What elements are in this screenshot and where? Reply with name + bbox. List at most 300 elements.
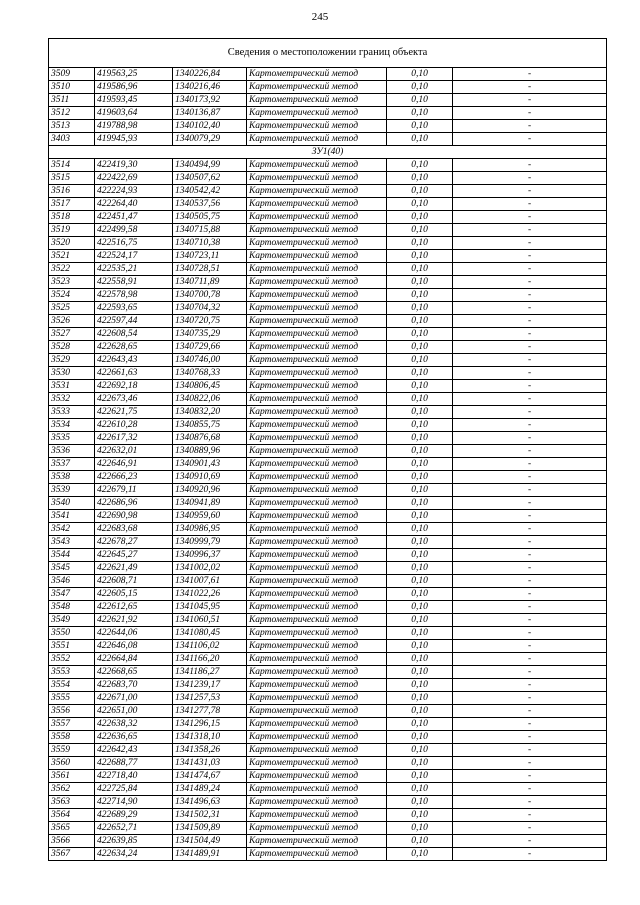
coordinate-x: 422605,15 [95,588,173,601]
accuracy-cell: 0,10 [387,614,453,627]
point-number: 3511 [49,94,95,107]
table-row [49,484,607,497]
table-row [49,809,607,822]
method-cell: Картометрический метод [247,315,387,328]
page-number: 245 [311,11,329,23]
description-cell: - [453,276,607,289]
accuracy-cell: 0,10 [387,354,453,367]
accuracy-cell: 0,10 [387,172,453,185]
coordinate-x: 422646,08 [95,640,173,653]
coordinate-y: 1340746,00 [173,354,247,367]
table-row [49,68,607,81]
point-number: 3525 [49,302,95,315]
method-cell: Картометрический метод [247,393,387,406]
method-cell: Картометрический метод [247,120,387,133]
method-cell: Картометрический метод [247,133,387,146]
table-row [49,458,607,471]
description-cell: - [453,484,607,497]
accuracy-cell: 0,10 [387,705,453,718]
point-number: 3516 [49,185,95,198]
description-cell: - [453,354,607,367]
point-number: 3521 [49,250,95,263]
method-cell: Картометрический метод [247,211,387,224]
coordinate-y: 1340505,75 [173,211,247,224]
boundary-table [48,38,607,861]
coordinate-x: 422621,92 [95,614,173,627]
table-row [49,666,607,679]
point-number: 3553 [49,666,95,679]
method-cell: Картометрический метод [247,445,387,458]
coordinate-x: 422597,44 [95,315,173,328]
description-cell: - [453,796,607,809]
method-cell: Картометрический метод [247,198,387,211]
coordinate-y: 1341186,27 [173,666,247,679]
description-cell: - [453,809,607,822]
method-cell: Картометрический метод [247,185,387,198]
point-number: 3517 [49,198,95,211]
table-row [49,731,607,744]
accuracy-cell: 0,10 [387,94,453,107]
method-cell: Картометрический метод [247,302,387,315]
point-number: 3522 [49,263,95,276]
point-number: 3555 [49,692,95,705]
point-number: 3561 [49,770,95,783]
coordinate-y: 1340216,46 [173,81,247,94]
method-cell: Картометрический метод [247,354,387,367]
table-row [49,159,607,172]
coordinate-y: 1340832,20 [173,406,247,419]
coordinate-y: 1340507,62 [173,172,247,185]
method-cell: Картометрический метод [247,81,387,94]
coordinate-y: 1341474,67 [173,770,247,783]
accuracy-cell: 0,10 [387,276,453,289]
coordinate-y: 1341080,45 [173,627,247,640]
accuracy-cell: 0,10 [387,562,453,575]
table-row [49,250,607,263]
description-cell: - [453,393,607,406]
table-row [49,224,607,237]
coordinate-y: 1340079,29 [173,133,247,146]
description-cell: - [453,224,607,237]
point-number: 3542 [49,523,95,536]
coordinate-y: 1340226,84 [173,68,247,81]
description-cell: - [453,237,607,250]
coordinate-x: 422718,40 [95,770,173,783]
description-cell: - [453,198,607,211]
coordinate-y: 1341002,02 [173,562,247,575]
coordinate-y: 1340901,43 [173,458,247,471]
accuracy-cell: 0,10 [387,601,453,614]
coordinate-y: 1340537,56 [173,198,247,211]
method-cell: Картометрический метод [247,705,387,718]
table-row [49,523,607,536]
method-cell: Картометрический метод [247,380,387,393]
table-row [49,471,607,484]
description-cell: - [453,367,607,380]
coordinate-y: 1340806,45 [173,380,247,393]
coordinate-x: 422612,65 [95,601,173,614]
table-row [49,614,607,627]
method-cell: Картометрический метод [247,432,387,445]
accuracy-cell: 0,10 [387,419,453,432]
coordinate-y: 1340729,66 [173,341,247,354]
description-cell: - [453,536,607,549]
point-number: 3509 [49,68,95,81]
coordinate-x: 422608,54 [95,328,173,341]
accuracy-cell: 0,10 [387,120,453,133]
accuracy-cell: 0,10 [387,198,453,211]
description-cell: - [453,94,607,107]
coordinate-x: 422264,40 [95,198,173,211]
coordinate-y: 1340723,11 [173,250,247,263]
coordinate-x: 422644,06 [95,627,173,640]
accuracy-cell: 0,10 [387,185,453,198]
coordinate-y: 1341007,61 [173,575,247,588]
coordinate-y: 1340959,60 [173,510,247,523]
method-cell: Картометрический метод [247,796,387,809]
coordinate-x: 422636,65 [95,731,173,744]
method-cell: Картометрический метод [247,328,387,341]
method-cell: Картометрический метод [247,718,387,731]
method-cell: Картометрический метод [247,497,387,510]
coordinate-y: 1340910,69 [173,471,247,484]
accuracy-cell: 0,10 [387,783,453,796]
description-cell: - [453,445,607,458]
coordinate-x: 419788,98 [95,120,173,133]
table-row [49,510,607,523]
method-cell: Картометрический метод [247,276,387,289]
coordinate-y: 1340855,75 [173,419,247,432]
point-number: 3539 [49,484,95,497]
description-cell: - [453,731,607,744]
method-cell: Картометрический метод [247,575,387,588]
description-cell: - [453,159,607,172]
description-cell: - [453,289,607,302]
accuracy-cell: 0,10 [387,692,453,705]
coordinate-y: 1341166,20 [173,653,247,666]
table-row [49,419,607,432]
accuracy-cell: 0,10 [387,432,453,445]
point-number: 3559 [49,744,95,757]
description-cell: - [453,250,607,263]
coordinate-x: 422524,17 [95,250,173,263]
method-cell: Картометрический метод [247,68,387,81]
coordinate-y: 1340704,32 [173,302,247,315]
coordinate-x: 422634,24 [95,848,173,861]
coordinate-x: 422516,75 [95,237,173,250]
point-number: 3533 [49,406,95,419]
description-cell: - [453,549,607,562]
description-cell: - [453,380,607,393]
table-row [49,107,607,120]
method-cell: Картометрический метод [247,341,387,354]
coordinate-x: 419586,96 [95,81,173,94]
table-row [49,289,607,302]
accuracy-cell: 0,10 [387,640,453,653]
coordinate-y: 1340996,37 [173,549,247,562]
table-row [49,445,607,458]
accuracy-cell: 0,10 [387,133,453,146]
coordinate-x: 419593,45 [95,94,173,107]
accuracy-cell: 0,10 [387,666,453,679]
description-cell: - [453,653,607,666]
description-cell: - [453,185,607,198]
table-row [49,783,607,796]
description-cell: - [453,497,607,510]
point-number: 3558 [49,731,95,744]
coordinate-y: 1341106,02 [173,640,247,653]
boundary-table-body [49,39,607,861]
point-number: 3566 [49,835,95,848]
point-number: 3527 [49,328,95,341]
coordinate-x: 422642,43 [95,744,173,757]
coordinate-y: 1340173,92 [173,94,247,107]
accuracy-cell: 0,10 [387,237,453,250]
point-number: 3523 [49,276,95,289]
coordinate-x: 422451,47 [95,211,173,224]
method-cell: Картометрический метод [247,783,387,796]
method-cell: Картометрический метод [247,627,387,640]
coordinate-x: 422224,93 [95,185,173,198]
method-cell: Картометрический метод [247,653,387,666]
table-row [49,692,607,705]
description-cell: - [453,744,607,757]
table-row [49,198,607,211]
description-cell: - [453,692,607,705]
table-row [49,406,607,419]
point-number: 3529 [49,354,95,367]
coordinate-y: 1340941,89 [173,497,247,510]
coordinate-y: 1340920,96 [173,484,247,497]
table-row [49,549,607,562]
table-row [49,120,607,133]
point-number: 3548 [49,601,95,614]
method-cell: Картометрический метод [247,848,387,861]
coordinate-x: 422714,90 [95,796,173,809]
method-cell: Картометрический метод [247,835,387,848]
coordinate-y: 1340822,06 [173,393,247,406]
description-cell: - [453,263,607,276]
coordinate-x: 422683,68 [95,523,173,536]
coordinate-y: 1341489,24 [173,783,247,796]
description-cell: - [453,328,607,341]
point-number: 3550 [49,627,95,640]
coordinate-y: 1341502,31 [173,809,247,822]
description-cell: - [453,666,607,679]
accuracy-cell: 0,10 [387,289,453,302]
table-row [49,848,607,861]
method-cell: Картометрический метод [247,679,387,692]
coordinate-y: 1340728,51 [173,263,247,276]
method-cell: Картометрический метод [247,250,387,263]
table-caption: Сведения о местоположении границ объекта [49,39,607,68]
description-cell: - [453,575,607,588]
description-cell: - [453,783,607,796]
coordinate-x: 422651,00 [95,705,173,718]
boundary-table-container [48,38,606,861]
table-row [49,640,607,653]
point-number: 3564 [49,809,95,822]
coordinate-x: 422499,58 [95,224,173,237]
coordinate-y: 1341431,03 [173,757,247,770]
section-row [49,146,607,159]
point-number: 3403 [49,133,95,146]
point-number: 3513 [49,120,95,133]
coordinate-y: 1340711,89 [173,276,247,289]
point-number: 3541 [49,510,95,523]
method-cell: Картометрический метод [247,289,387,302]
accuracy-cell: 0,10 [387,484,453,497]
table-row [49,679,607,692]
table-row [49,172,607,185]
method-cell: Картометрический метод [247,107,387,120]
point-number: 3512 [49,107,95,120]
method-cell: Картометрический метод [247,367,387,380]
description-cell: - [453,601,607,614]
point-number: 3551 [49,640,95,653]
method-cell: Картометрический метод [247,94,387,107]
table-row [49,744,607,757]
accuracy-cell: 0,10 [387,575,453,588]
coordinate-y: 1340986,95 [173,523,247,536]
point-number: 3515 [49,172,95,185]
coordinate-y: 1340710,38 [173,237,247,250]
point-number: 3549 [49,614,95,627]
description-cell: - [453,120,607,133]
coordinate-x: 422690,98 [95,510,173,523]
accuracy-cell: 0,10 [387,107,453,120]
description-cell: - [453,172,607,185]
description-cell: - [453,627,607,640]
accuracy-cell: 0,10 [387,809,453,822]
method-cell: Картометрический метод [247,731,387,744]
method-cell: Картометрический метод [247,224,387,237]
accuracy-cell: 0,10 [387,250,453,263]
point-number: 3526 [49,315,95,328]
coordinate-y: 1341060,51 [173,614,247,627]
accuracy-cell: 0,10 [387,406,453,419]
coordinate-x: 422419,30 [95,159,173,172]
point-number: 3538 [49,471,95,484]
description-cell: - [453,757,607,770]
table-row [49,627,607,640]
coordinate-x: 422678,27 [95,536,173,549]
accuracy-cell: 0,10 [387,796,453,809]
coordinate-x: 422638,32 [95,718,173,731]
coordinate-y: 1340768,33 [173,367,247,380]
coordinate-y: 1340136,87 [173,107,247,120]
description-cell: - [453,406,607,419]
method-cell: Картометрический метод [247,757,387,770]
accuracy-cell: 0,10 [387,393,453,406]
method-cell: Картометрический метод [247,159,387,172]
accuracy-cell: 0,10 [387,263,453,276]
coordinate-y: 1340735,29 [173,328,247,341]
accuracy-cell: 0,10 [387,627,453,640]
point-number: 3530 [49,367,95,380]
coordinate-y: 1341296,15 [173,718,247,731]
table-caption-row [49,39,607,68]
description-cell: - [453,614,607,627]
coordinate-x: 422671,00 [95,692,173,705]
point-number: 3536 [49,445,95,458]
point-number: 3565 [49,822,95,835]
table-row [49,133,607,146]
point-number: 3545 [49,562,95,575]
point-number: 3560 [49,757,95,770]
coordinate-x: 422668,65 [95,666,173,679]
point-number: 3540 [49,497,95,510]
point-number: 3563 [49,796,95,809]
section-label: ЗУ1(40) [49,146,607,159]
table-row [49,432,607,445]
coordinate-x: 419945,93 [95,133,173,146]
table-row [49,302,607,315]
point-number: 3547 [49,588,95,601]
coordinate-y: 1340999,79 [173,536,247,549]
accuracy-cell: 0,10 [387,731,453,744]
coordinate-y: 1340494,99 [173,159,247,172]
accuracy-cell: 0,10 [387,497,453,510]
table-row [49,822,607,835]
coordinate-x: 422652,71 [95,822,173,835]
coordinate-x: 422725,84 [95,783,173,796]
description-cell: - [453,848,607,861]
coordinate-x: 422610,28 [95,419,173,432]
point-number: 3519 [49,224,95,237]
table-row [49,770,607,783]
table-row [49,328,607,341]
description-cell: - [453,302,607,315]
coordinate-x: 422643,43 [95,354,173,367]
point-number: 3524 [49,289,95,302]
coordinate-x: 422688,77 [95,757,173,770]
method-cell: Картометрический метод [247,484,387,497]
coordinate-x: 422535,21 [95,263,173,276]
point-number: 3543 [49,536,95,549]
description-cell: - [453,705,607,718]
point-number: 3535 [49,432,95,445]
table-row [49,341,607,354]
table-row [49,81,607,94]
coordinate-x: 422666,23 [95,471,173,484]
table-row [49,276,607,289]
method-cell: Картометрический метод [247,588,387,601]
description-cell: - [453,835,607,848]
description-cell: - [453,211,607,224]
coordinate-x: 422608,71 [95,575,173,588]
coordinate-x: 422646,91 [95,458,173,471]
coordinate-y: 1341022,26 [173,588,247,601]
coordinate-x: 422645,27 [95,549,173,562]
table-row [49,263,607,276]
table-row [49,393,607,406]
coordinate-x: 422689,29 [95,809,173,822]
description-cell: - [453,419,607,432]
coordinate-x: 422686,96 [95,497,173,510]
point-number: 3554 [49,679,95,692]
accuracy-cell: 0,10 [387,510,453,523]
coordinate-y: 1341504,49 [173,835,247,848]
method-cell: Картометрический метод [247,666,387,679]
description-cell: - [453,640,607,653]
accuracy-cell: 0,10 [387,822,453,835]
description-cell: - [453,770,607,783]
table-row [49,211,607,224]
coordinate-x: 422632,01 [95,445,173,458]
point-number: 3520 [49,237,95,250]
description-cell: - [453,718,607,731]
